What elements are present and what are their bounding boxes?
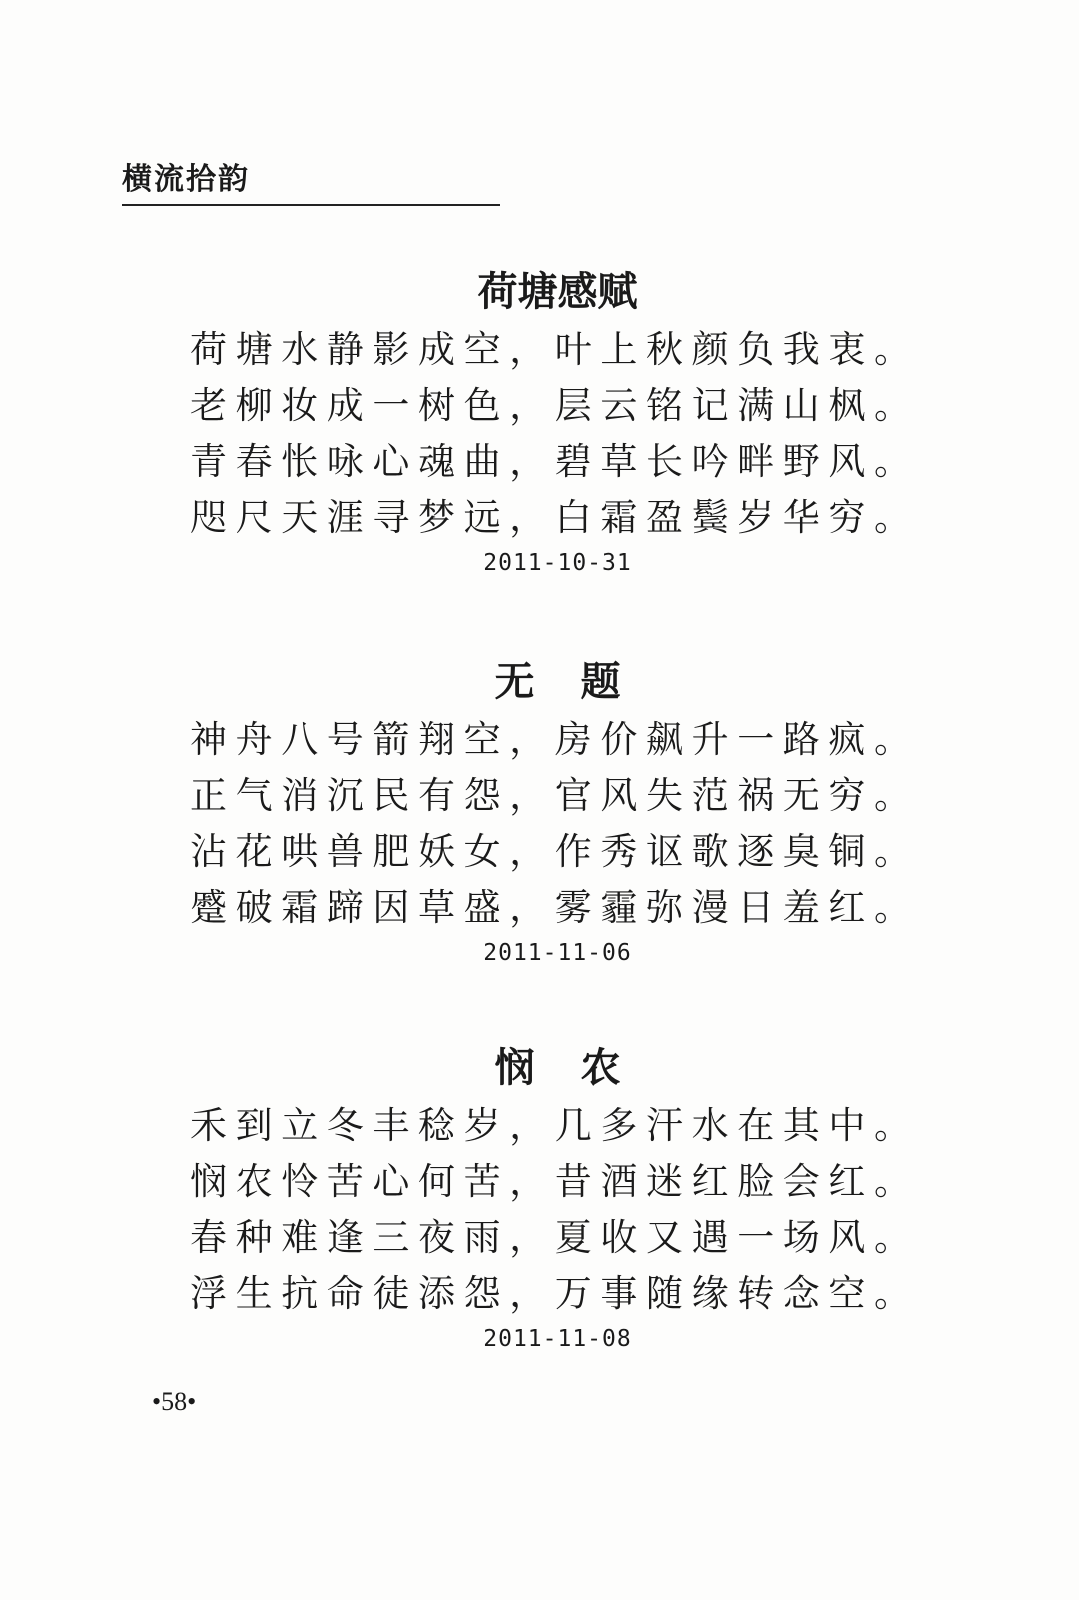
poem-2 — [0, 658, 1079, 968]
poem-line: 老柳妆成一树色，层云铭记满山枫。 — [190, 384, 920, 427]
poem-line: 神舟八号箭翔空，房价飙升一路疯。 — [190, 718, 920, 761]
poem-1 — [0, 268, 1079, 578]
running-header-title: 横流拾韵 — [122, 162, 250, 197]
running-header — [122, 160, 500, 206]
poem-body — [190, 1098, 1079, 1322]
poem-body — [190, 322, 1079, 546]
poem-date: 2011-11-08 — [483, 1326, 632, 1352]
poem-title: 无题 — [494, 659, 667, 705]
poem-3 — [0, 1044, 1079, 1354]
page-number: •58• — [152, 1387, 197, 1416]
poem-line: 禾到立冬丰稔岁，几多汗水在其中。 — [190, 1104, 920, 1147]
poem-line: 青春怅咏心魂曲，碧草长吟畔野风。 — [190, 440, 920, 483]
poem-body — [190, 712, 1079, 936]
poem-title: 荷塘感赋 — [477, 269, 638, 315]
poem-title: 悯农 — [494, 1045, 667, 1091]
poem-line: 浮生抗命徒添怨，万事随缘转念空。 — [190, 1272, 920, 1315]
poem-line: 沾花哄兽肥妖女，作秀讴歌逐臭铜。 — [190, 830, 920, 873]
poem-line: 荷塘水静影成空，叶上秋颜负我衷。 — [190, 328, 920, 371]
poem-line: 悯农怜苦心何苦，昔酒迷红脸会红。 — [190, 1160, 920, 1203]
poem-line: 春种难逢三夜雨，夏收又遇一场风。 — [190, 1216, 920, 1259]
poem-date: 2011-11-06 — [483, 940, 632, 966]
poem-date: 2011-10-31 — [483, 550, 632, 576]
poem-line: 蹙破霜蹄因草盛，雾霾弥漫日羞红。 — [190, 886, 920, 929]
poem-line: 咫尺天涯寻梦远，白霜盈鬓岁华穷。 — [190, 496, 920, 539]
poem-line: 正气消沉民有怨，官风失范祸无穷。 — [190, 774, 920, 817]
